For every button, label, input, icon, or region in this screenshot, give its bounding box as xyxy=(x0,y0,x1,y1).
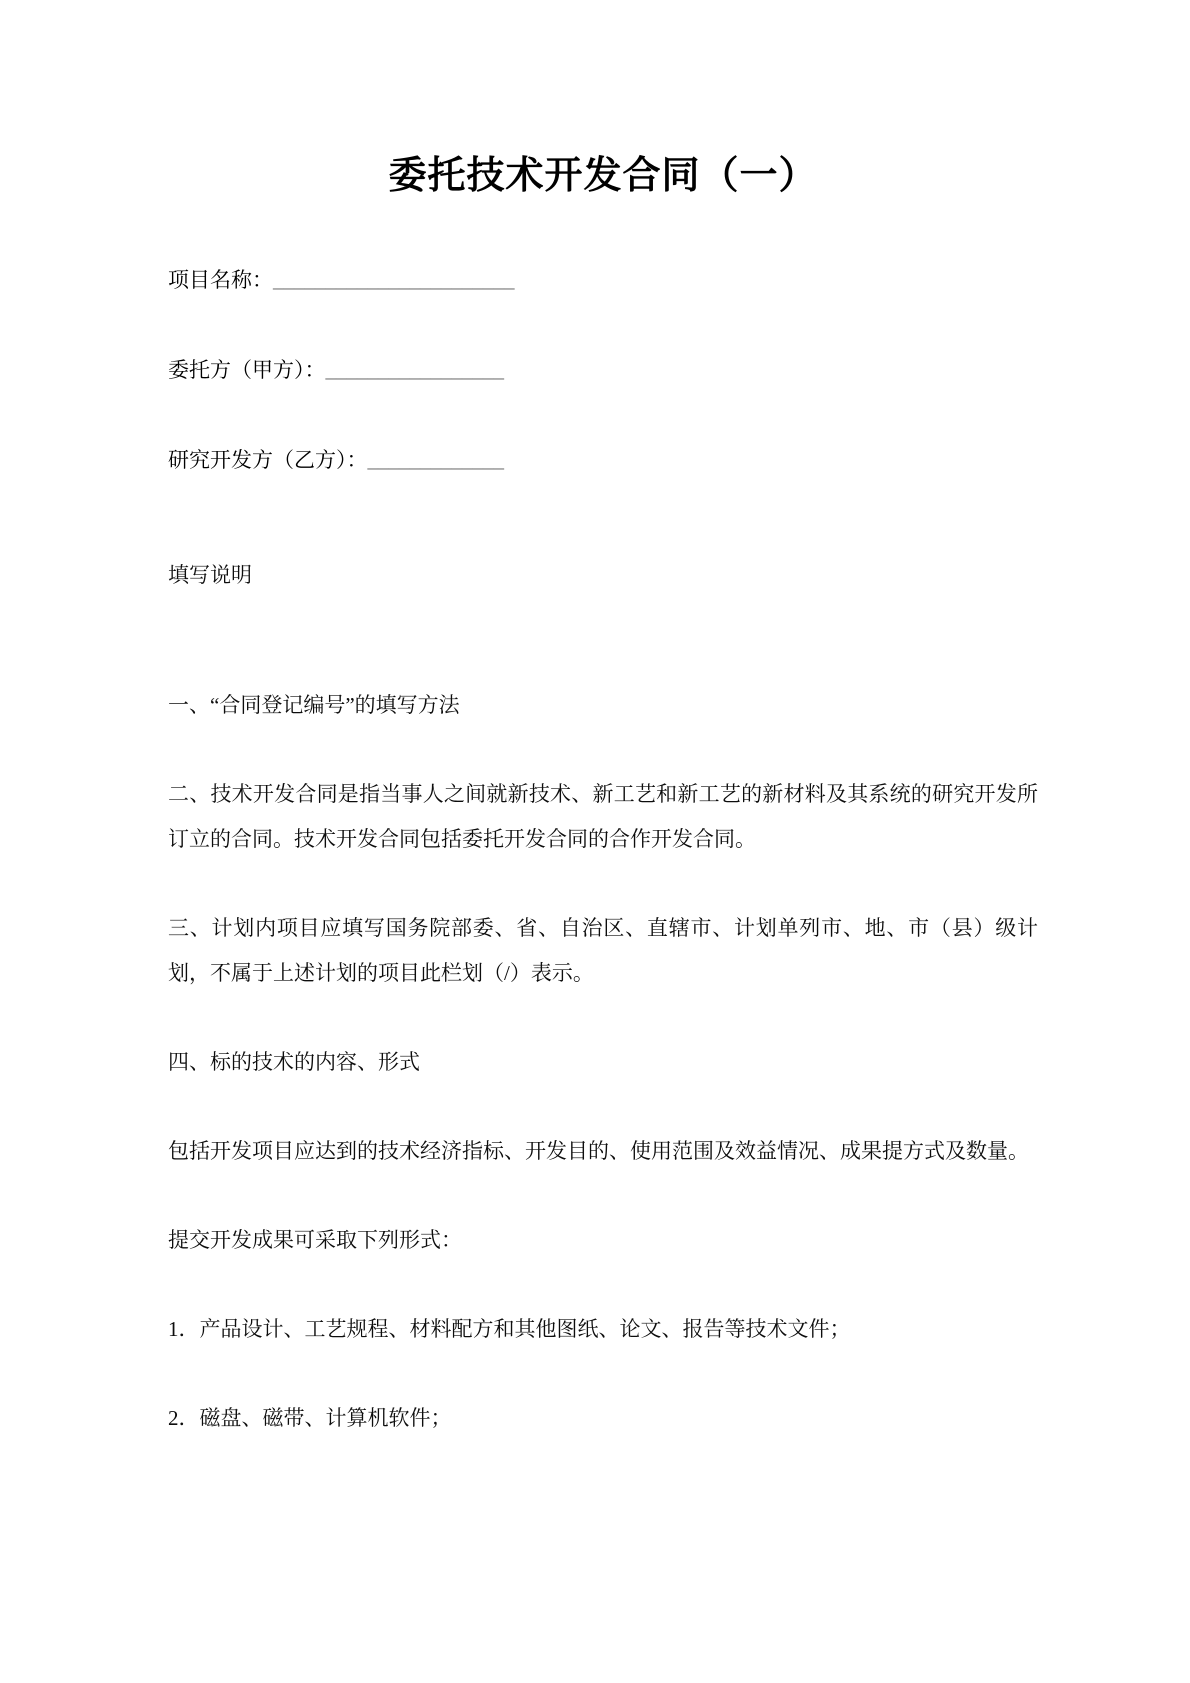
field-party-a-blank: _________________ xyxy=(325,358,504,382)
field-party-b-label: 研究开发方（乙方）： xyxy=(168,448,368,472)
field-project-name-blank: _______________________ xyxy=(273,268,515,292)
instruction-item-4: 四、标的技术的内容、形式 xyxy=(168,1050,420,1074)
document-title: 委托技术开发合同（一） xyxy=(388,155,818,197)
field-project-name xyxy=(168,258,1038,303)
deliverable-forms-intro: 提交开发成果可采取下列形式： xyxy=(168,1228,462,1252)
instruction-item-2: 二、技术开发合同是指当事人之间就新技术、新工艺和新工艺的新材料及其系统的研究开发所订立的合同。技术开发合同包括委托开发合同的合作开发合同。 xyxy=(168,782,1038,851)
deliverable-form-1: 1．产品设计、工艺规程、材料配方和其他图纸、论文、报告等技术文件； xyxy=(168,1317,851,1341)
instruction-item-3: 三、计划内项目应填写国务院部委、省、自治区、直辖市、计划单列市、地、市（县）级计划，不属于上述计划的项目此栏划（/）表示。 xyxy=(168,916,1038,985)
field-party-b xyxy=(168,438,1038,483)
field-party-b-blank: _____________ xyxy=(367,448,504,472)
instruction-item-1: 一、“合同登记编号”的填写方法 xyxy=(168,693,460,717)
field-party-a xyxy=(168,348,1038,393)
field-project-name-label: 项目名称： xyxy=(168,268,273,292)
instruction-item-4-detail: 包括开发项目应达到的技术经济指标、开发目的、使用范围及效益情况、成果提方式及数量。 xyxy=(168,1139,1029,1163)
deliverable-form-2: 2．磁盘、磁带、计算机软件； xyxy=(168,1406,452,1430)
field-party-a-label: 委托方（甲方）： xyxy=(168,358,326,382)
instructions-heading: 填写说明 xyxy=(168,563,252,587)
